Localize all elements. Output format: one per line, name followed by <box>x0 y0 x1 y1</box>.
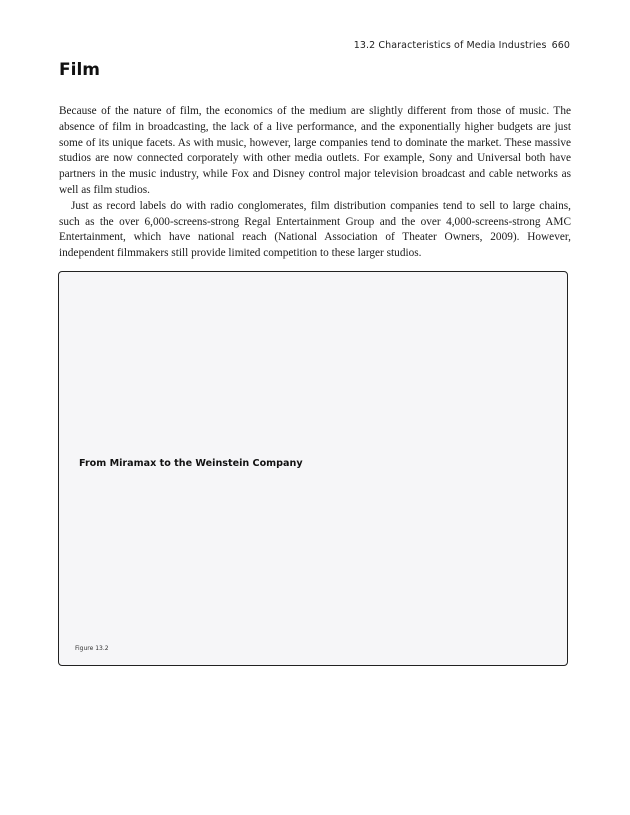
figure-box <box>58 271 568 666</box>
page-number: 660 <box>551 40 570 51</box>
running-header <box>354 40 570 51</box>
figure-title: From Miramax to the Weinstein Company <box>79 458 303 469</box>
paragraph-2: Just as record labels do with radio conglomerates, film distribution companies tend to sell to large chains, such as the over 6,000-screens-strong Regal Entertainment Group and the over 4,000-screens-strong AMC Entertainment, which have national reach (National Association of Theater Owners, 2009). However, independent filmmakers still provide limited competition to these larger studios. <box>59 199 571 260</box>
running-title: 13.2 Characteristics of Media Industries <box>353 40 547 51</box>
figure-label: Figure 13.2 <box>75 645 109 652</box>
section-title: Film <box>59 60 100 80</box>
paragraph-1: Because of the nature of film, the economics of the medium are slightly different from those of music. The absence of film in broadcasting, the lack of a live performance, and the exponentially higher budgets are just some of its unique facets. As with music, however, large companies tend to dominate the market. These massive studios are now connected corporately with other media outlets. For example, Sony and Universal both have partners in the music industry, while Fox and Disney control major television broadcast and cable networks as well as film studios. <box>59 105 571 196</box>
body-text <box>59 104 571 262</box>
